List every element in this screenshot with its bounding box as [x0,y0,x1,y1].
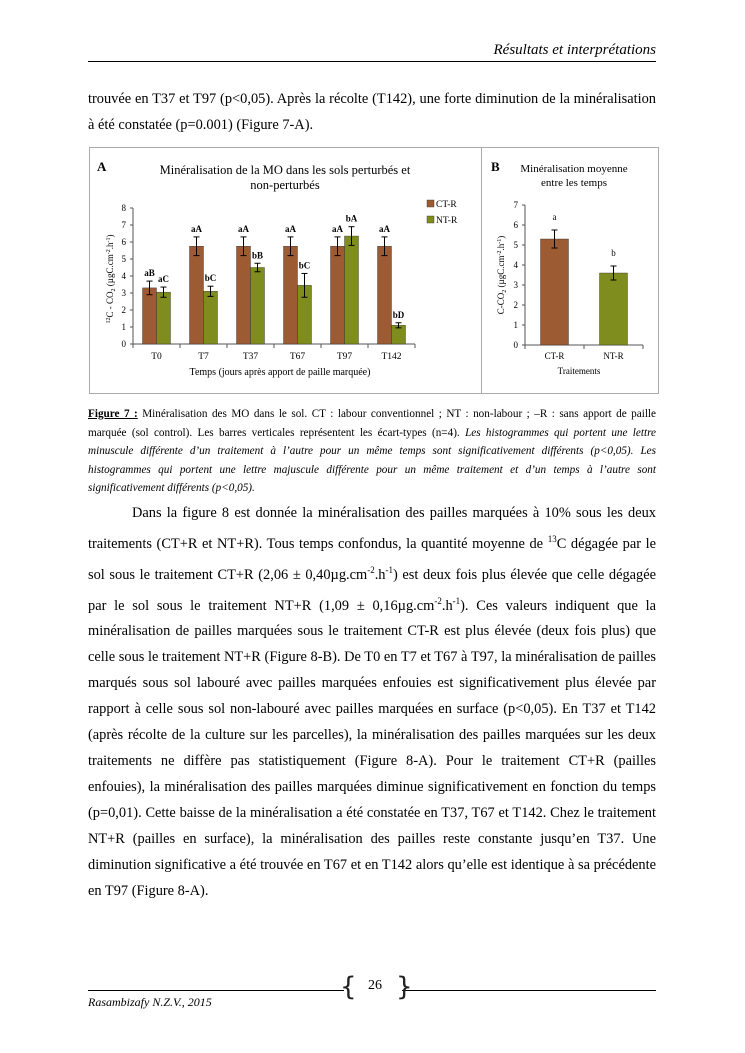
legend-label-NT-R: NT-R [436,216,458,226]
y-tick-label: 7 [513,200,518,210]
significance-label: bD [392,309,405,320]
y-tick-label: 4 [121,271,126,281]
page-brace-left: { [340,972,357,1002]
y-tick-label: 4 [513,260,518,270]
y-tick-label: 2 [513,300,518,310]
significance-label: bC [298,260,311,271]
chart-b [482,147,658,393]
x-tick-label: T67 [289,352,306,362]
bar-CT-R-T142 [378,246,392,344]
x-tick-label: T37 [242,352,259,362]
significance-label: aA [285,223,296,234]
y-tick-label: 7 [121,220,126,230]
significance-label: aA [379,223,390,234]
chart-a [89,147,481,393]
panel-a-letter: A [97,159,107,174]
y-tick-label: 6 [121,237,126,247]
caption-label: Figure 7 : [88,408,138,420]
page-brace-right: } [396,972,413,1002]
paragraph-2: Dans la figure 8 est donnée la minéralisation des pailles marquées à 10% sous les deux traitements (CT+R et NT+R). Tous temps confondus, la quantité moyenne de $^{13}$C dégagée par le sol sous le traitement CT+R $(2,06 \pm 0,40\mu g.cm^{-2}.h^{-1})$ est deux fois plus élevée que celle dégagée par le sol sous le traitement NT+R $(1,09 \pm 0,16\mu g.cm^{-2}.h^{-1})$. Ces valeurs indiquent que la minéralisation de pailles marquées sous le traitement CT-R est plus élevée (deux fois plus) que celle sous le traitement NT+R (Figure 8-B). De T0 en T7 et T67 à T97, la minéralisation de pailles marqués sous sol labouré avec pailles marquées enfouies est significativement plus élevée par rapport à celle sous sol non-labouré avec pailles marquées en surface (p<0,05). En T37 et T142 (après récolte de la culture sur les parcelles), la minéralisation des pailles marquées sur les deux traitements ne diffère pas statistiquement (Figure 8-A). Pour le traitement CT+R (pailles enfouies), la minéralisation des pailles marquées diminue significativement en fonction du temps (p=0,01). Cette baisse de la minéralisation a été constatée en T37, T67 et T142. Chez le traitement NT+R (pailles en surface), la minéralisation des pailles reste constante jusqu’en T37. Une diminution significative a été trouvée en T67 et en T142 alors qu’elle est identique à sa précédente en T97 (Figure 8-A). [88,505,657,900]
page-number: 26 [368,978,382,993]
y-tick-label: 1 [121,322,126,332]
bar-CT-R-T7 [190,246,204,344]
significance-label: aB [144,268,155,279]
figure-caption [88,405,656,498]
y-tick-label: 8 [121,203,126,213]
bar-CT-R-T67 [284,246,298,344]
bar-CT-R [541,239,569,345]
x-tick-label: T97 [336,352,353,362]
bar-CT-R-T37 [237,246,251,344]
chart-b-title: Minéralisation moyenne [520,163,628,175]
x-tick-label: CT-R [544,351,565,361]
footer-author: Rasambizafy N.Z.V., 2015 [88,995,212,1009]
significance-label: b [611,248,616,258]
chart-b-title-line2: entre les temps [541,177,607,189]
panel-b-letter: B [491,159,500,174]
x-tick-label: T142 [381,352,402,362]
significance-label: bB [251,250,264,261]
chart-a-xlabel: Temps (jours après apport de paille marquée) [189,367,371,378]
significance-label: aA [332,223,343,234]
x-tick-label: NT-R [603,351,624,361]
x-tick-label: T0 [151,352,162,362]
bar-NT-R-T7 [204,291,218,344]
paragraph-1: trouvée en T37 et T97 (p<0,05). Après la récolte (T142), une forte diminution de la minéralisation à été constatée (p=0.001) (Figure 7-A). [88,91,656,133]
footer-rule-right [402,990,656,991]
chart-a-title-line2: non-perturbés [250,178,320,192]
chart-b-xlabel: Traitements [557,366,601,376]
bar-CT-R-T0 [143,288,157,344]
y-tick-label: 3 [121,288,126,298]
y-tick-label: 5 [513,240,518,250]
y-tick-label: 3 [513,280,518,290]
y-tick-label: 5 [121,254,126,264]
y-tick-label: 1 [513,320,518,330]
chart-a-title: Minéralisation de la MO dans les sols perturbés et [159,163,411,177]
chart-b-ylabel: $C-CO_2$ $(\mu gC.cm^{-2}.h^{-1})$ [496,235,508,315]
y-tick-label: 2 [121,305,126,315]
bar-NT-R-T0 [157,292,171,344]
significance-label: aA [238,223,249,234]
significance-label: bC [204,273,217,284]
x-tick-label: T7 [198,352,209,362]
y-tick-label: 0 [121,339,126,349]
caption-italic: Les histogrammes qui portent une lettre minuscule différente d’un traitement à l’autre pour un même temps sont significativement différents (p<0,05). Les histogrammes qui portent une lettre majuscule différente pour un même traitement et d’un temps à l’autre sont significativement différents (p<0,05). [88,426,656,494]
significance-label: aC [158,274,169,285]
bar-NT-R [600,273,628,345]
header-rule [88,61,656,62]
chart-a-ylabel: $^{12}C - CO_2$ $(\mu gC.cm^{-2}.h^{-1})$ [105,234,117,324]
y-tick-label: 0 [513,340,518,350]
significance-label: bA [345,213,358,224]
legend-swatch-NT-R [427,216,434,223]
bar-NT-R-T37 [251,268,265,345]
bar-NT-R-T97 [345,236,359,344]
running-header: Résultats et interprétations [493,42,656,58]
legend-swatch-CT-R [427,200,434,207]
legend-label-CT-R: CT-R [436,200,457,210]
bar-CT-R-T97 [331,246,345,344]
significance-label: aA [191,223,202,234]
caption-text: Minéralisation des MO dans le sol. CT : labour conventionnel ; NT : non-labour ; –R : sans apport de paille marquée (sol control). Les barres verticales représentent les écart-types (n=4). [88,408,657,439]
y-tick-label: 6 [513,220,518,230]
significance-label: a [552,212,557,222]
footer-rule-left [88,990,344,991]
